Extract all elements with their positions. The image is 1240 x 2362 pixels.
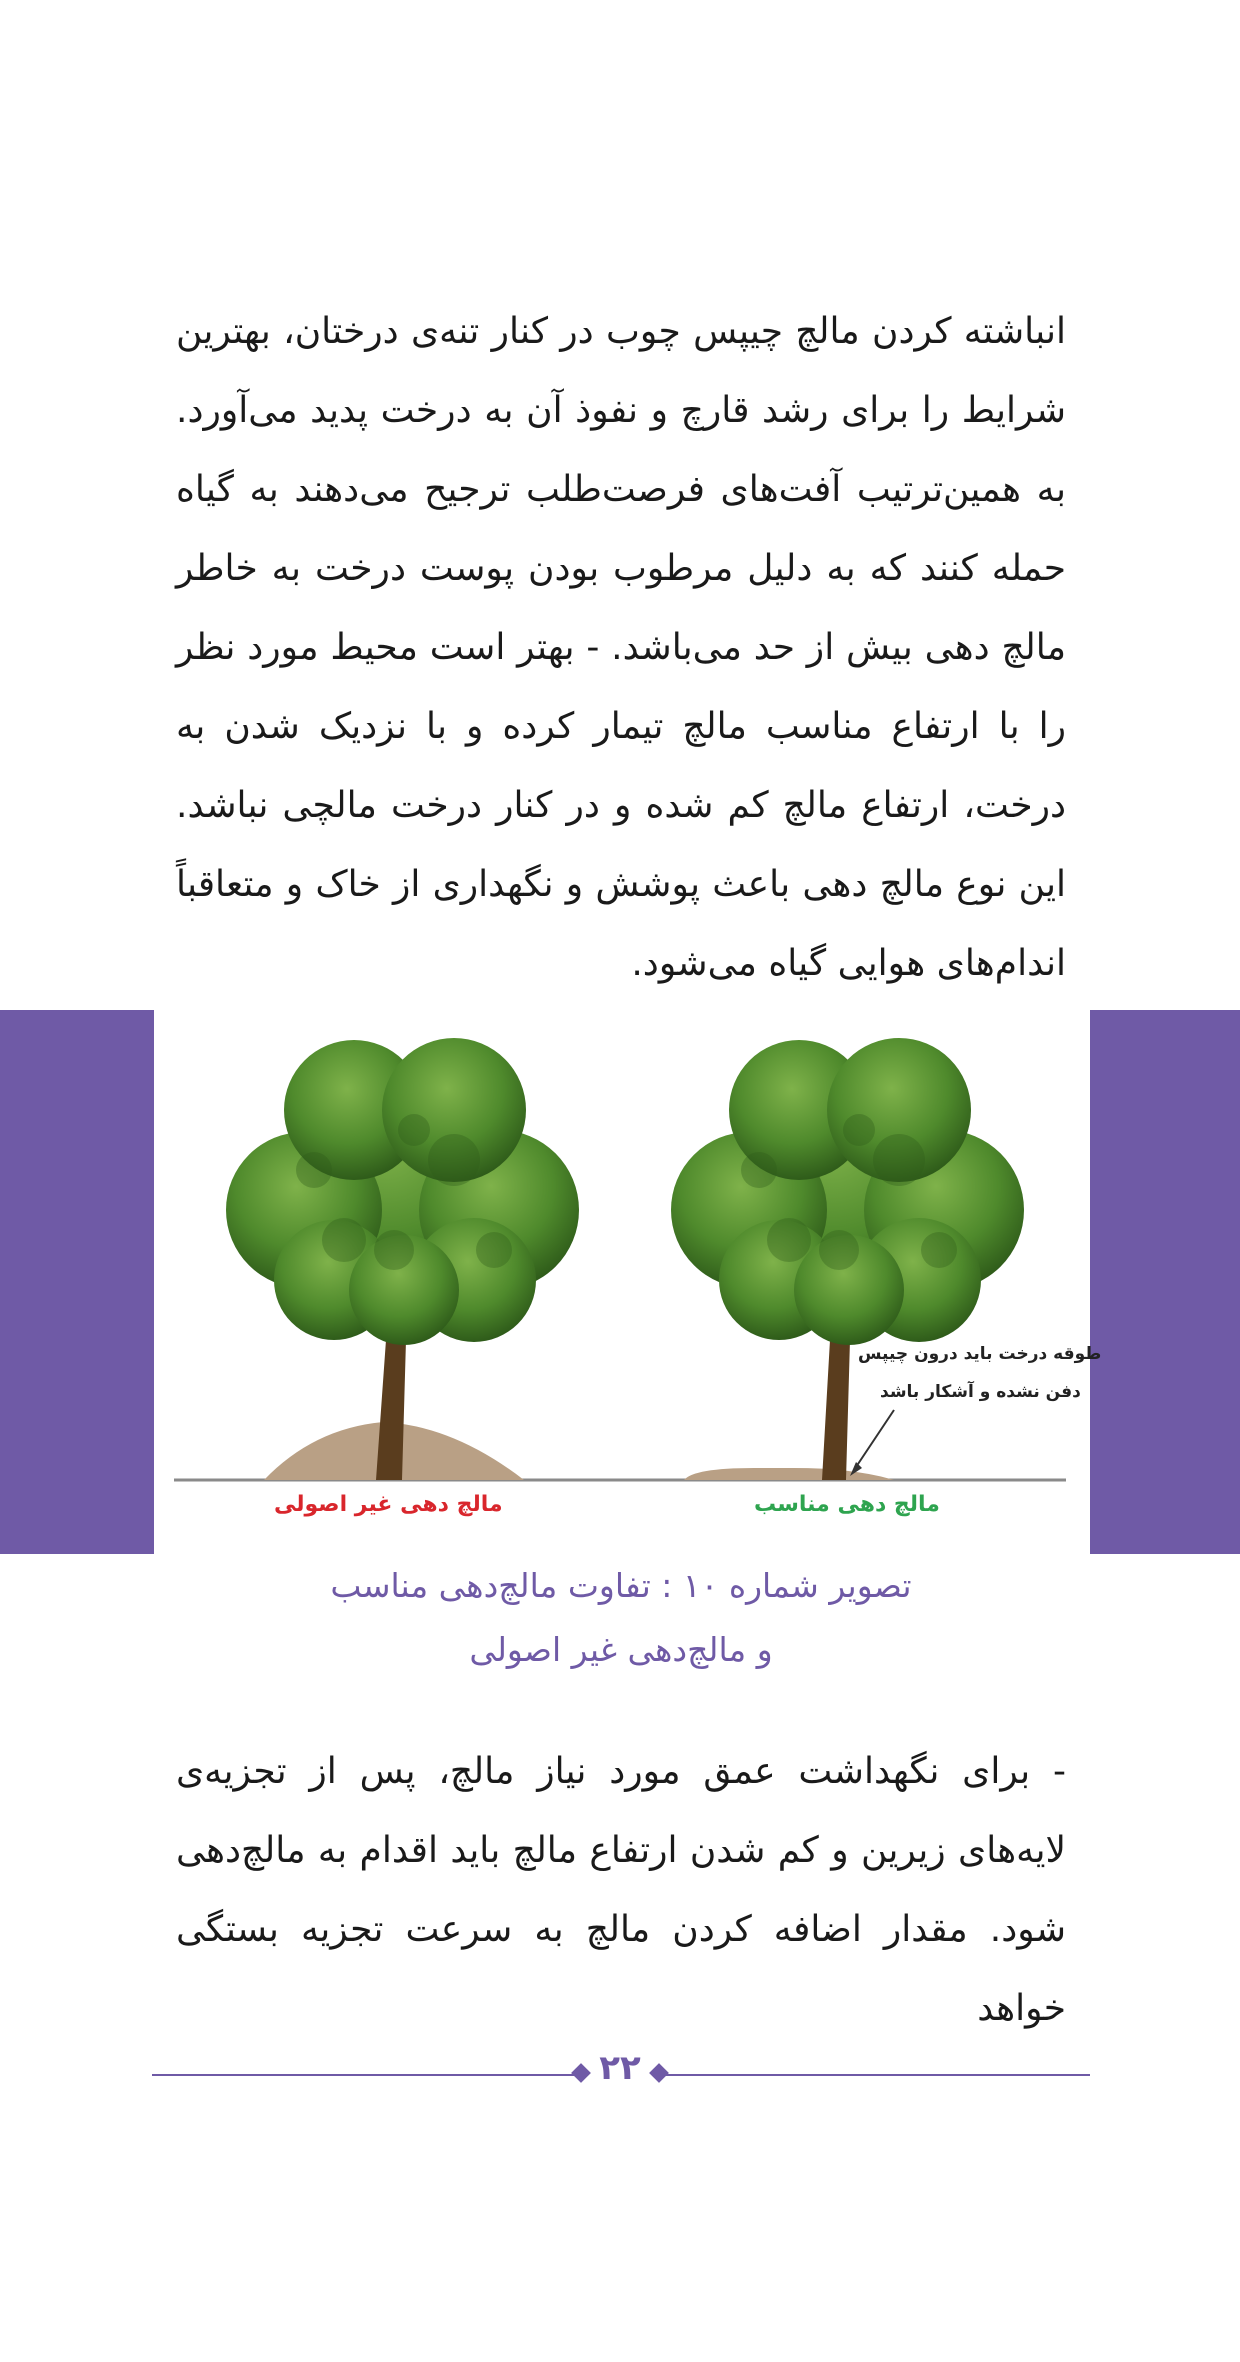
figure-caption-line-1: تصویر شماره ۱۰ : تفاوت مالچ‌دهی مناسب [330,1566,912,1605]
decorative-band-left [0,1010,154,1554]
body-paragraph-1: انباشته کردن مالچ چیپس چوب در کنار تنه‌ی درختان، بهترین شرایط را برای رشد قارچ و نفوذ آن به درخت پدید می‌آورد. به همین‌ترتیب آفت‌های فرصت‌طلب ترجیح می‌دهند به گیاه حمله کنند که به دلیل مرطوب بودن پوست درخت به خاطر مالچ دهی بیش از حد می‌باشد. - بهتر است محیط مورد نظر را با ارتفاع مناسب مالچ تیمار کرده و با نزدیک شدن به درخت، ارتفاع مالچ کم شده و در کنار درخت مالچی نباشد. این نوع مالچ دهی باعث پوشش و نگهداری از خاک و متعاقباً اندام‌های هوایی گیاه می‌شود. [176,311,1066,984]
diamond-ornament-right [649,2063,669,2083]
mulch-flat [684,1468,894,1480]
tree-proper [671,1038,1024,1480]
tree-improper [226,1038,579,1480]
root-collar-note-line-1: طوقه درخت باید درون چیپس [858,1344,1102,1364]
label-improper-mulching: مالچ دهی غیر اصولی [274,1492,503,1517]
footer-rule-right [664,2074,1090,2076]
label-proper-mulching: مالچ دهی مناسب [754,1492,940,1517]
page-number: ۲۲ [599,2048,641,2088]
trees-illustration [154,1010,1090,1554]
diamond-ornament-left [571,2063,591,2083]
root-collar-note-line-2: دفن نشده و آشکار باشد [880,1382,1081,1402]
body-paragraph-2: - برای نگهداشت عمق مورد نیاز مالچ، پس از تجزیه‌ی لایه‌های زیرین و کم شدن ارتفاع مالچ باید اقدام به مالچ‌دهی شود. مقدار اضافه کردن مالچ به سرعت تجزیه بستگی خواهد [176,1751,1066,2029]
mulching-figure [154,1010,1102,1554]
note-arrow [854,1410,894,1470]
figure-caption-line-2: و مالچ‌دهی غیر اصولی [469,1630,773,1669]
decorative-band-right [1090,1010,1240,1554]
footer-rule-left [152,2074,576,2076]
